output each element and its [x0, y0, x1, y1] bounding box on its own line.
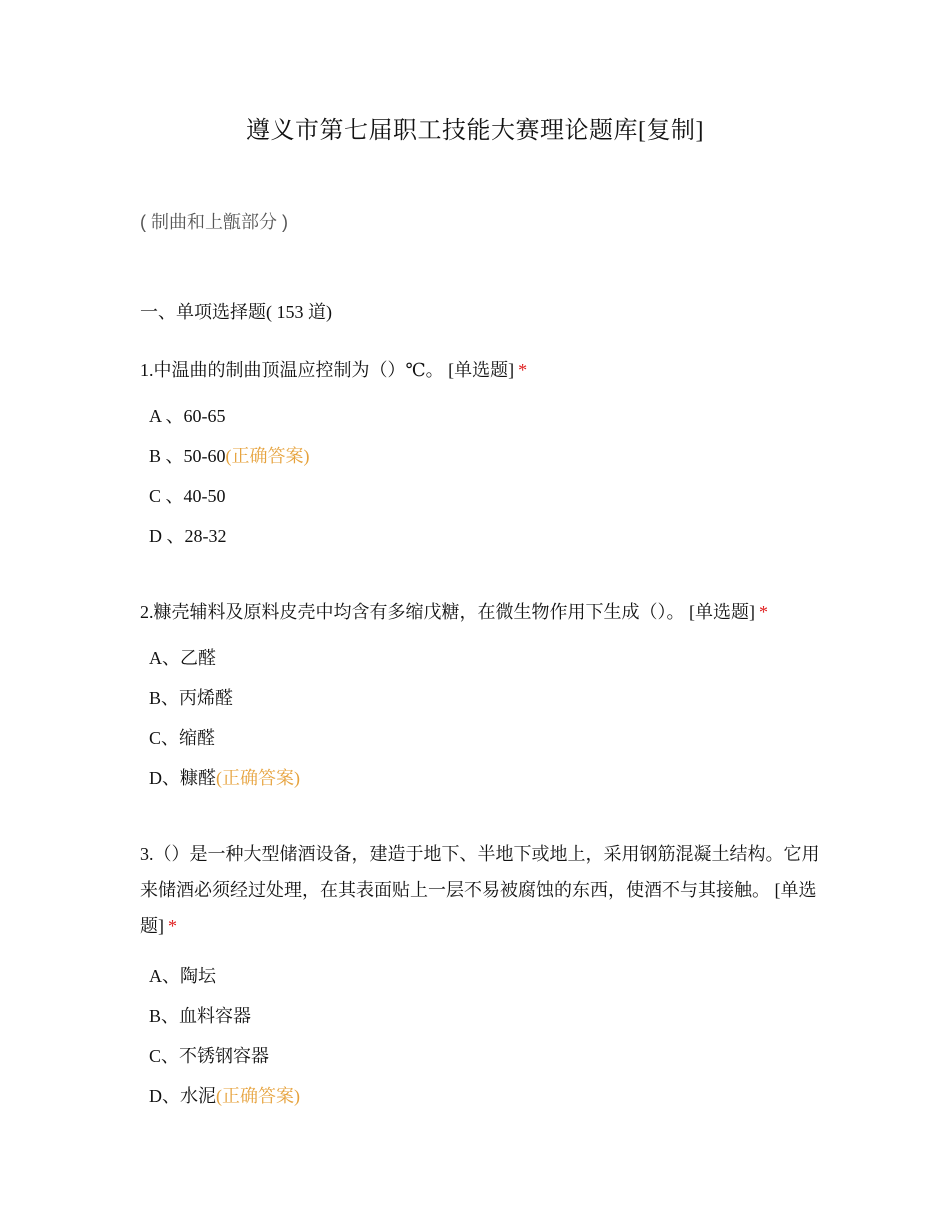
correct-answer-tag: (正确答案) [216, 1086, 300, 1106]
option-3d[interactable] [149, 1084, 300, 1108]
option-label: C、缩醛 [149, 728, 216, 748]
option-label: C、不锈钢容器 [149, 1046, 270, 1066]
option-label: B、血料容器 [149, 1006, 252, 1026]
required-mark: * [518, 360, 528, 380]
page-subtitle: ( 制曲和上甑部分 ) [140, 212, 288, 232]
option-label: D、水泥 [149, 1086, 216, 1106]
question-text: 2.糠壳辅料及原料皮壳中均含有多缩戊糖，在微生物作用下生成（）。 [140, 602, 685, 622]
option-2a[interactable] [149, 646, 216, 670]
option-label: A、陶坛 [149, 966, 216, 986]
option-label: B 、50-60 [149, 446, 226, 466]
option-3a[interactable] [149, 964, 216, 988]
option-label: C 、40-50 [149, 486, 226, 506]
question-type: [单选题] [140, 880, 817, 936]
option-label: D、糠醛 [149, 768, 216, 788]
page-title: 遵义市第七届职工技能大赛理论题库[复制] [246, 118, 704, 144]
question-2 [140, 594, 820, 630]
correct-answer-tag: (正确答案) [225, 446, 310, 466]
correct-answer-tag: (正确答案) [216, 768, 300, 788]
question-text: 3.（）是一种大型储酒设备，建造于地下、半地下或地上，采用钢筋混凝土结构。它用来储酒必须经过处理，在其表面贴上一层不易被腐蚀的东西，使酒不与其接触。 [140, 844, 820, 900]
option-label: B、丙烯醛 [149, 688, 234, 708]
required-mark: * [168, 916, 177, 936]
option-3c[interactable] [149, 1044, 269, 1068]
option-label: A、乙醛 [149, 648, 216, 668]
option-label: D 、28-32 [149, 526, 227, 546]
question-1 [140, 352, 820, 388]
required-mark: * [759, 602, 768, 622]
option-1a[interactable] [149, 404, 226, 428]
option-1b[interactable] [149, 444, 310, 468]
question-text: 1.中温曲的制曲顶温应控制为（）℃。 [140, 360, 444, 380]
question-type: [单选题] [448, 360, 515, 380]
question-3 [140, 836, 820, 944]
option-2d[interactable] [149, 766, 300, 790]
option-2c[interactable] [149, 726, 215, 750]
option-2b[interactable] [149, 686, 233, 710]
option-1c[interactable] [149, 484, 226, 508]
option-1d[interactable] [149, 524, 227, 548]
option-3b[interactable] [149, 1004, 251, 1028]
question-type: [单选题] [689, 602, 755, 622]
option-label: A 、60-65 [149, 406, 226, 426]
section-heading: 一、单项选择题( 153 道) [140, 302, 332, 322]
